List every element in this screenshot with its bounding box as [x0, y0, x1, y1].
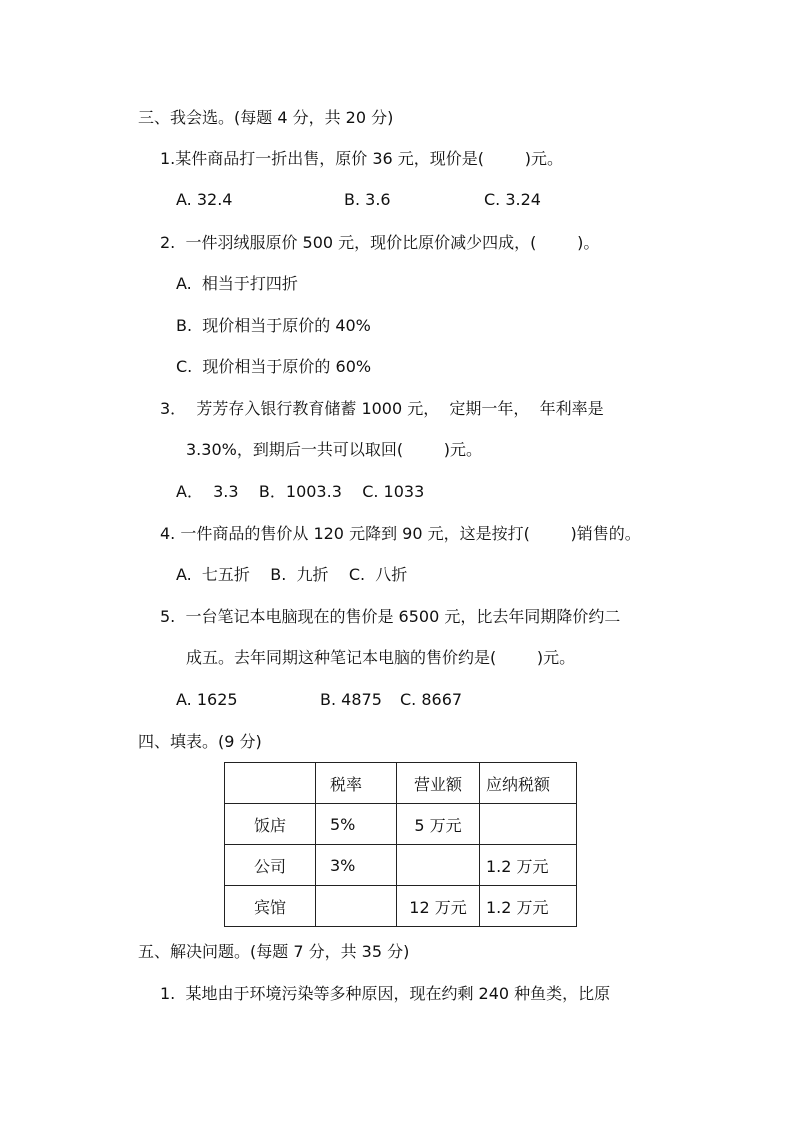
question-1-option-a: A. 32.4 — [176, 190, 233, 209]
table-cell — [225, 763, 316, 804]
table-cell: 1.2 万元 — [480, 845, 577, 886]
question-5-line-2: 成五。去年同期这种笔记本电脑的售价约是( )元。 — [186, 648, 576, 667]
question-2-option-c: C. 现价相当于原价的 60% — [176, 357, 372, 376]
table-header-revenue: 营业额 — [397, 763, 480, 804]
table-cell: 5% — [316, 804, 397, 845]
table-cell-blank[interactable] — [316, 886, 397, 927]
question-1: 1.某件商品打一折出售，原价 36 元，现价是( )元。 — [160, 149, 563, 168]
table-header-tax-due: 应纳税额 — [480, 763, 577, 804]
question-5-option-c: C. 8667 — [400, 690, 463, 709]
question-2: 2. 一件羽绒服原价 500 元，现价比原价减少四成，( )。 — [160, 233, 600, 252]
question-3-line-2: 3.30%，到期后一共可以取回( )元。 — [186, 440, 483, 459]
problem-1-line-1: 1. 某地由于环境污染等多种原因，现在约剩 240 种鱼类，比原 — [160, 984, 611, 1003]
table-cell: 宾馆 — [225, 886, 316, 927]
table-row — [225, 804, 577, 845]
question-1-option-b: B. 3.6 — [344, 190, 391, 209]
table-cell: 3% — [316, 845, 397, 886]
table-cell-blank[interactable] — [397, 845, 480, 886]
section-5-title: 五、解决问题。(每题 7 分，共 35 分) — [138, 942, 410, 961]
table-cell: 12 万元 — [397, 886, 480, 927]
question-3-options: A． 3.3 B．1003.3 C. 1033 — [176, 482, 425, 501]
question-3-line-1: 3． 芳芳存入银行教育储蓄 1000 元， 定期一年， 年利率是 — [160, 399, 604, 418]
section-3-title: 三、我会选。(每题 4 分，共 20 分) — [138, 108, 394, 127]
question-5-line-1: 5. 一台笔记本电脑现在的售价是 6500 元，比去年同期降价约二 — [160, 607, 621, 626]
table-cell: 1.2 万元 — [480, 886, 577, 927]
question-4-options: A. 七五折 B. 九折 C. 八折 — [176, 565, 408, 584]
table-row — [225, 886, 577, 927]
question-2-option-b: B. 现价相当于原价的 40% — [176, 316, 371, 335]
question-1-option-c: C. 3.24 — [484, 190, 541, 209]
table-cell: 公司 — [225, 845, 316, 886]
tax-table — [224, 762, 577, 927]
table-cell: 5 万元 — [397, 804, 480, 845]
table-cell-blank[interactable] — [480, 804, 577, 845]
question-5-option-b: B. 4875 — [320, 690, 382, 709]
section-4-title: 四、填表。(9 分) — [138, 732, 262, 751]
table-row — [225, 845, 577, 886]
table-cell: 饭店 — [225, 804, 316, 845]
question-2-option-a: A. 相当于打四折 — [176, 274, 298, 293]
table-header-tax-rate: 税率 — [316, 763, 397, 804]
question-5-option-a: A. 1625 — [176, 690, 238, 709]
table-header-row — [225, 763, 577, 804]
question-4: 4. 一件商品的售价从 120 元降到 90 元，这是按打( )销售的。 — [160, 524, 641, 543]
